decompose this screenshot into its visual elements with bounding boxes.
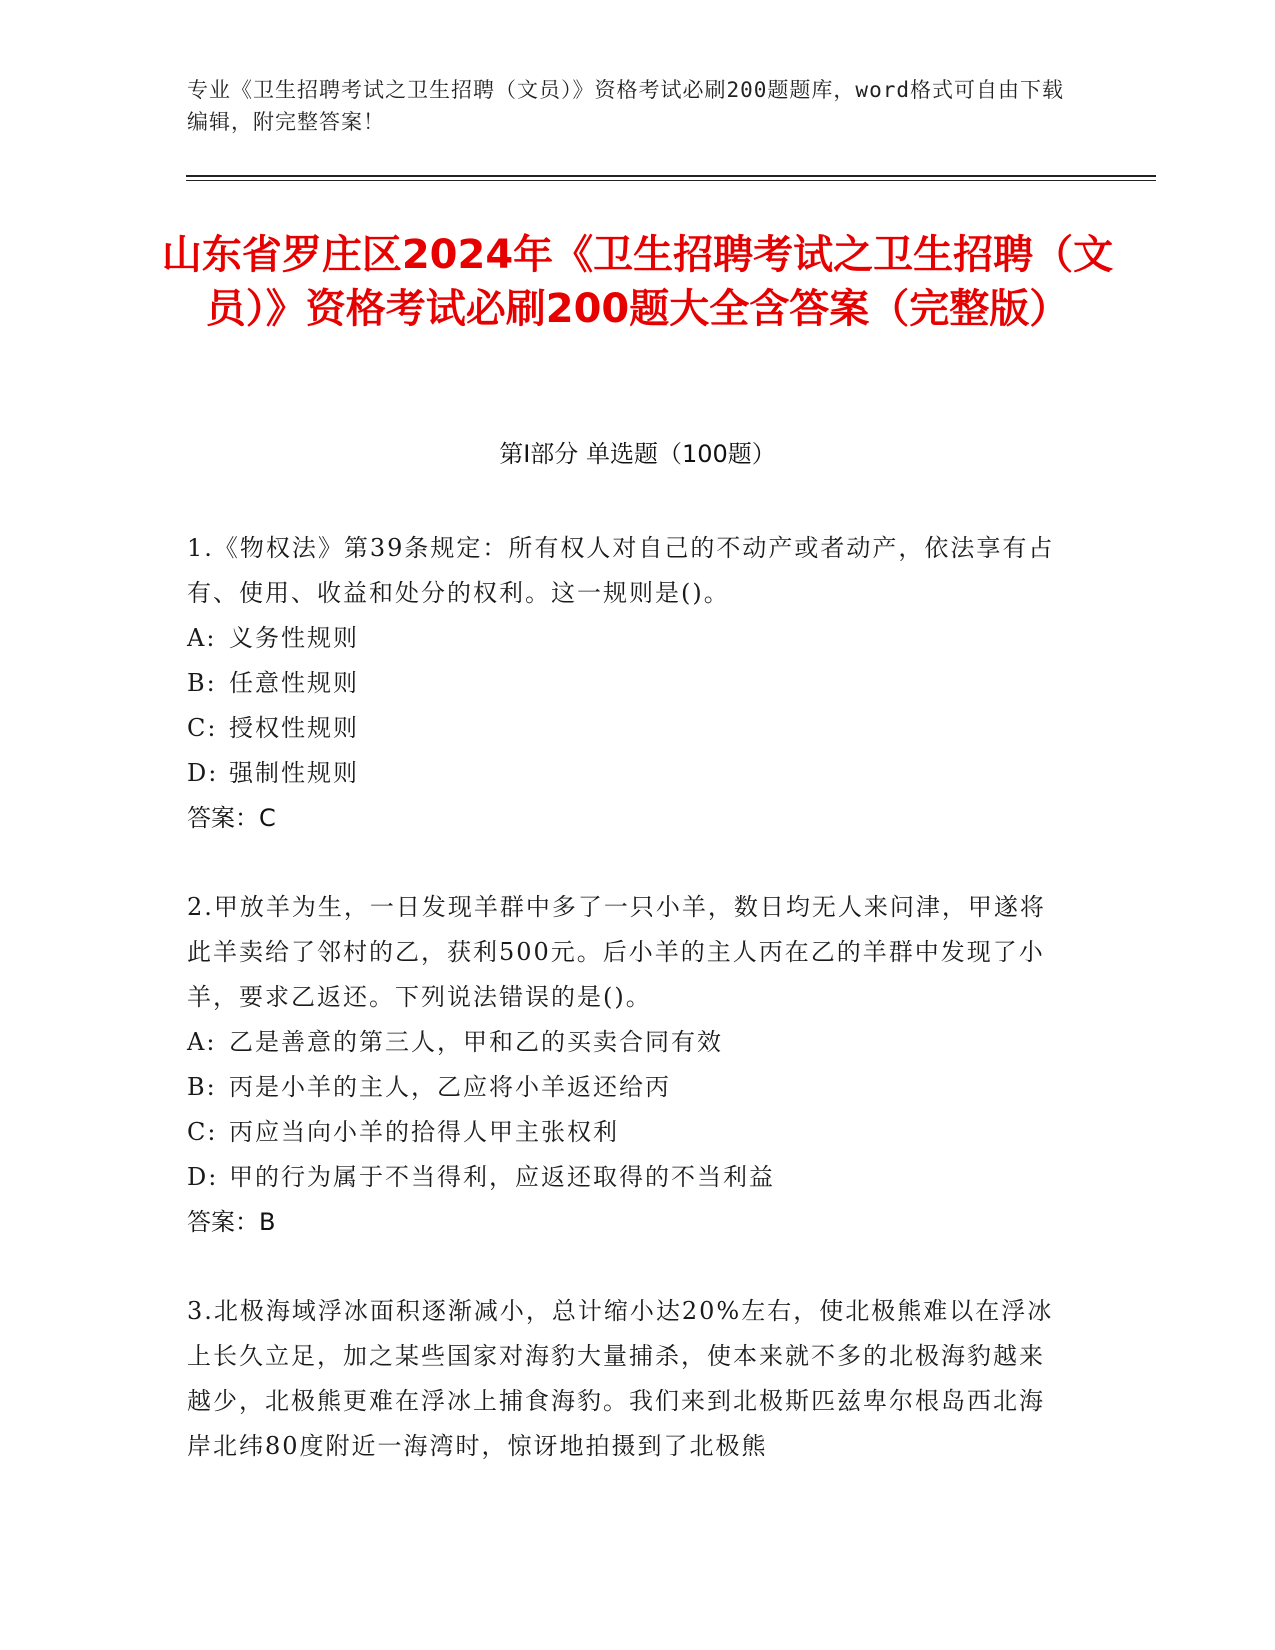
option-letter: B:: [187, 1073, 217, 1101]
question-stem: 3.北极海域浮冰面积逐渐减小，总计缩小达20%左右，使北极熊难以在浮冰上长久立足，加之某些国家对海豹大量捕杀，使本来就不多的北极海豹越来越少，北极熊更难在浮冰上捕食海豹。我们来到北极斯匹兹卑尔根岛西北海岸北纬80度附近一海湾时，惊讶地拍摄到了北极熊: [187, 1297, 1054, 1460]
question-2: [187, 885, 1067, 1245]
option-d: [187, 751, 1067, 796]
question-list: [187, 526, 1067, 1513]
option-text: 强制性规则: [229, 759, 359, 787]
header-note: 专业《卫生招聘考试之卫生招聘（文员）》资格考试必刷200题题库，word格式可自由下载编辑，附完整答案！: [187, 78, 1064, 134]
option-a: [187, 1020, 1067, 1065]
option-text: 义务性规则: [229, 624, 359, 652]
option-letter: D:: [187, 759, 219, 787]
option-letter: D:: [187, 1163, 219, 1191]
option-b: [187, 1065, 1067, 1110]
option-text: 丙是小羊的主人，乙应将小羊返还给丙: [229, 1073, 671, 1101]
question-3: [187, 1289, 1067, 1469]
option-letter: A:: [187, 1028, 217, 1056]
option-text: 丙应当向小羊的拾得人甲主张权利: [229, 1118, 619, 1146]
option-a: [187, 616, 1067, 661]
option-text: 乙是善意的第三人，甲和乙的买卖合同有效: [229, 1028, 723, 1056]
option-letter: A:: [187, 624, 217, 652]
option-text: 任意性规则: [229, 669, 359, 697]
option-text: 甲的行为属于不当得利，应返还取得的不当利益: [229, 1163, 775, 1191]
question-1: [187, 526, 1067, 841]
option-letter: C:: [187, 1118, 218, 1146]
answer-line: 答案：C: [187, 804, 276, 832]
option-text: 授权性规则: [229, 714, 359, 742]
option-c: [187, 706, 1067, 751]
section-heading: 第Ⅰ部分 单选题（100题）: [499, 440, 776, 468]
question-stem: 1.《物权法》第39条规定：所有权人对自己的不动产或者动产，依法享有占有、使用、收益和处分的权利。这一规则是()。: [187, 534, 1055, 607]
option-letter: B:: [187, 669, 217, 697]
option-b: [187, 661, 1067, 706]
header-divider-thin: [186, 180, 1156, 181]
option-c: [187, 1110, 1067, 1155]
option-letter: C:: [187, 714, 218, 742]
document-title: 山东省罗庄区2024年《卫生招聘考试之卫生招聘（文员）》资格考试必刷200题大全含答案（完整版）: [161, 232, 1114, 332]
answer-line: 答案：B: [187, 1208, 276, 1236]
header-divider-thick: [186, 175, 1156, 177]
question-stem: 2.甲放羊为生，一日发现羊群中多了一只小羊，数日均无人来问津，甲遂将此羊卖给了邻村的乙，获利500元。后小羊的主人丙在乙的羊群中发现了小羊，要求乙返还。下列说法错误的是()。: [187, 893, 1046, 1011]
option-d: [187, 1155, 1067, 1200]
